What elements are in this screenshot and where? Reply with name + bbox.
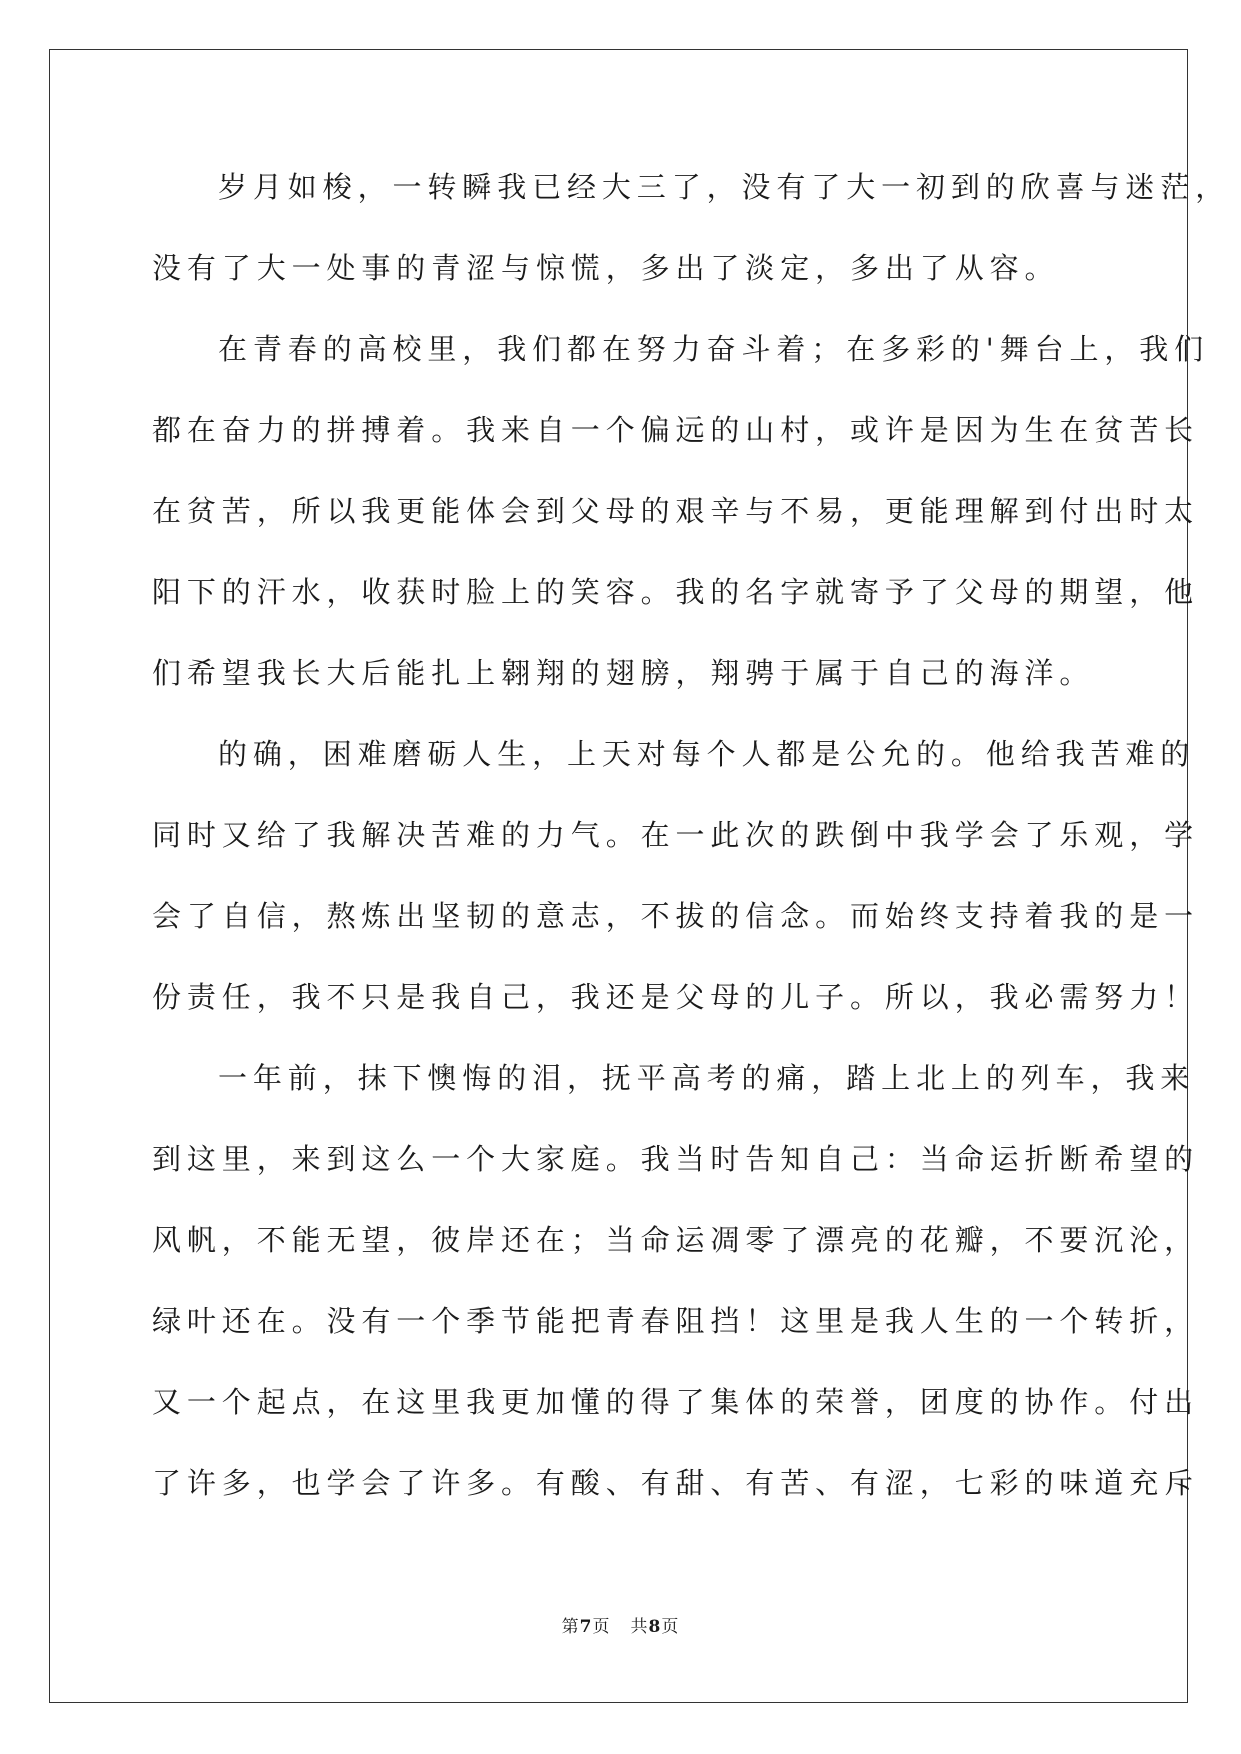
page-footer	[0, 1616, 1241, 1638]
text-line: 一年前，抹下懊悔的泪，抚平高考的痛，踏上北上的列车，我来	[218, 1061, 1196, 1095]
text-line: 到这里，来到这么一个大家庭。我当时告知自己：当命运折断希望的	[152, 1142, 1200, 1176]
text-line: 同时又给了我解决苦难的力气。在一此次的跌倒中我学会了乐观，学	[152, 818, 1200, 852]
current-page-number: 7	[579, 1617, 593, 1637]
text-line: 了许多，也学会了许多。有酸、有甜、有苦、有涩，七彩的味道充斥	[152, 1466, 1200, 1500]
text-line: 在青春的高校里，我们都在努力奋斗着；在多彩的'舞台上，我们	[218, 332, 1210, 366]
footer-total-prefix: 共	[630, 1617, 649, 1637]
text-line: 风帆，不能无望，彼岸还在；当命运凋零了漂亮的花瓣，不要沉沦，	[152, 1223, 1200, 1257]
text-line: 们希望我长大后能扎上翱翔的翅膀，翔骋于属于自己的海洋。	[152, 656, 1095, 690]
text-line: 在贫苦，所以我更能体会到父母的艰辛与不易，更能理解到付出时太	[152, 494, 1200, 528]
footer-page-unit: 页	[592, 1617, 611, 1637]
footer-total-unit: 页	[661, 1617, 680, 1637]
text-line: 阳下的汗水，收获时脸上的笑容。我的名字就寄予了父母的期望，他	[152, 575, 1200, 609]
text-line: 会了自信，熬炼出坚韧的意志，不拔的信念。而始终支持着我的是一	[152, 899, 1200, 933]
footer-prefix: 第	[561, 1617, 580, 1637]
text-line: 没有了大一处事的青涩与惊慌，多出了淡定，多出了从容。	[152, 251, 1060, 285]
text-line: 份责任，我不只是我自己，我还是父母的儿子。所以，我必需努力！	[152, 980, 1200, 1014]
text-line: 又一个起点，在这里我更加懂的得了集体的荣誉，团度的协作。付出	[152, 1385, 1200, 1419]
document-body	[152, 167, 1231, 1544]
text-line: 都在奋力的拼搏着。我来自一个偏远的山村，或许是因为生在贫苦长	[152, 413, 1200, 447]
text-line: 岁月如梭，一转瞬我已经大三了，没有了大一初到的欣喜与迷茫，	[218, 170, 1231, 204]
total-pages-number: 8	[648, 1617, 662, 1637]
text-line: 的确，困难磨砺人生，上天对每个人都是公允的。他给我苦难的	[218, 737, 1196, 771]
text-line: 绿叶还在。没有一个季节能把青春阻挡！这里是我人生的一个转折，	[152, 1304, 1200, 1338]
